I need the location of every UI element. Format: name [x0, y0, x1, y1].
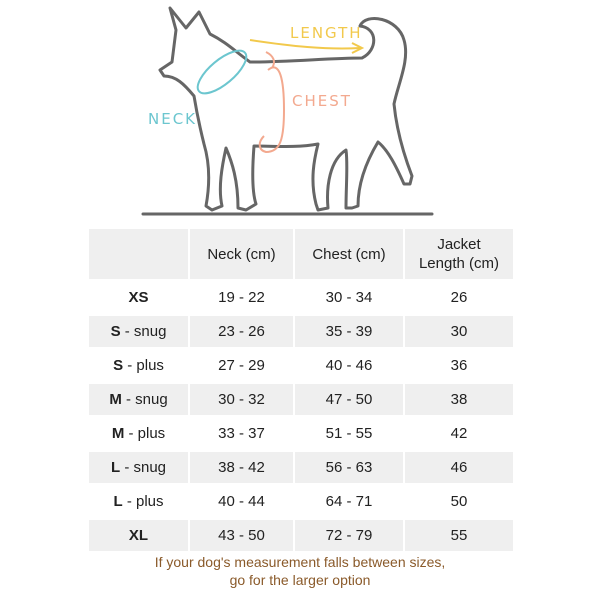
table-row	[89, 282, 513, 313]
header-size	[89, 229, 188, 279]
header-jacket-length: Jacket Length (cm)	[405, 229, 513, 279]
chest-label: CHEST	[292, 92, 352, 110]
size-chart-table	[87, 226, 515, 554]
table-header-row	[89, 229, 513, 279]
header-chest: Chest (cm)	[295, 229, 403, 279]
neck-cell: 23 - 26	[190, 316, 293, 347]
chest-cell: 56 - 63	[295, 452, 403, 483]
table-row	[89, 316, 513, 347]
size-variant: - plus	[122, 493, 164, 510]
table-row	[89, 452, 513, 483]
table-row	[89, 418, 513, 449]
dog-outline-icon	[0, 0, 600, 222]
size-variant: - plus	[124, 425, 166, 442]
table-row	[89, 486, 513, 517]
size-cell	[89, 282, 188, 313]
chest-cell: 47 - 50	[295, 384, 403, 415]
footnote-line-2: go for the larger option	[229, 572, 371, 588]
size-code: S	[113, 357, 124, 374]
table-row	[89, 350, 513, 381]
size-code: L	[110, 459, 121, 476]
chest-cell: 64 - 71	[295, 486, 403, 517]
size-variant: - snug	[120, 459, 167, 476]
size-code: M	[111, 425, 125, 442]
chest-cell: 40 - 46	[295, 350, 403, 381]
neck-label: NECK	[148, 110, 198, 128]
size-code: XS	[128, 289, 149, 306]
length-cell: 26	[405, 282, 513, 313]
size-cell	[89, 384, 188, 415]
neck-cell: 38 - 42	[190, 452, 293, 483]
neck-cell: 43 - 50	[190, 520, 293, 551]
chest-cell: 72 - 79	[295, 520, 403, 551]
length-cell: 42	[405, 418, 513, 449]
size-cell	[89, 520, 188, 551]
size-variant: - snug	[120, 323, 167, 340]
size-cell	[89, 350, 188, 381]
footnote-line-1: If your dog's measurement falls between sizes,	[154, 554, 446, 570]
length-cell: 38	[405, 384, 513, 415]
neck-cell: 27 - 29	[190, 350, 293, 381]
table-row	[89, 520, 513, 551]
length-cell: 30	[405, 316, 513, 347]
table-row	[89, 384, 513, 415]
dog-measurement-illustration	[0, 0, 600, 222]
length-cell: 46	[405, 452, 513, 483]
size-code: S	[110, 323, 121, 340]
size-cell	[89, 486, 188, 517]
chest-cell: 51 - 55	[295, 418, 403, 449]
size-variant: - snug	[121, 391, 168, 408]
size-variant: - plus	[123, 357, 164, 374]
neck-cell: 19 - 22	[190, 282, 293, 313]
size-cell	[89, 452, 188, 483]
length-cell: 50	[405, 486, 513, 517]
header-neck: Neck (cm)	[190, 229, 293, 279]
neck-cell: 30 - 32	[190, 384, 293, 415]
chest-cell: 35 - 39	[295, 316, 403, 347]
length-cell: 36	[405, 350, 513, 381]
size-advice-note	[0, 553, 600, 589]
neck-cell: 33 - 37	[190, 418, 293, 449]
size-cell	[89, 316, 188, 347]
size-code: L	[113, 493, 123, 510]
length-cell: 55	[405, 520, 513, 551]
length-label: LENGTH	[290, 24, 363, 42]
size-code: M	[109, 391, 122, 408]
size-cell	[89, 418, 188, 449]
size-code: XL	[128, 527, 149, 544]
chest-cell: 30 - 34	[295, 282, 403, 313]
neck-cell: 40 - 44	[190, 486, 293, 517]
